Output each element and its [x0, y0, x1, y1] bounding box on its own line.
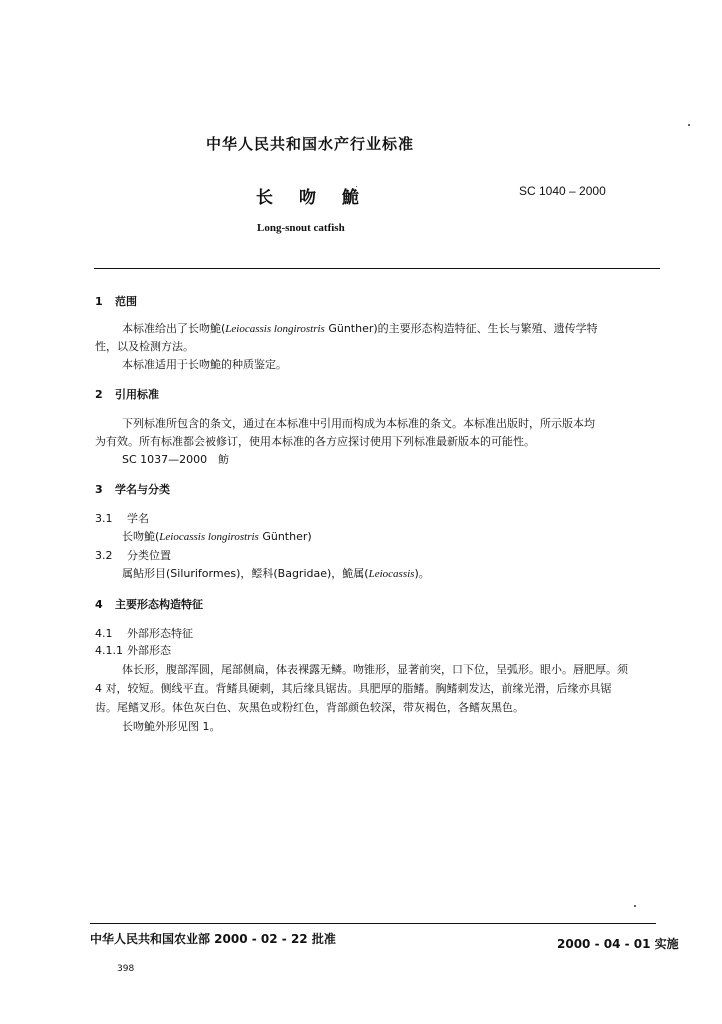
approval-date: 中华人民共和国农业部 2000 - 02 - 22 批准 — [90, 932, 336, 946]
section-4-1-heading: 4.1 外部形态特征 — [95, 627, 193, 640]
header-divider — [94, 268, 660, 269]
page-number: 398 — [117, 964, 135, 974]
title-char-1: 长 — [256, 188, 273, 208]
section-4-text-line-4: 长吻鮠外形见图 1。 — [122, 720, 221, 733]
section-4-text-line-1: 体长形，腹部浑圆，尾部侧扁，体表裸露无鳞。吻锥形，显著前突，口下位，呈弧形。眼小。唇肥厚。须 — [122, 663, 628, 676]
section-2-heading: 2 引用标准 — [95, 388, 159, 401]
english-title: Long-snout catfish — [257, 222, 345, 234]
latin-name: Leiocassis — [368, 568, 415, 580]
standard-code: SC 1040 – 2000 — [519, 184, 606, 198]
section-3-2-heading: 3.2 分类位置 — [95, 549, 171, 562]
footer-divider — [90, 923, 656, 924]
section-1-paragraph-2: 本标准适用于长吻鮠的种质鉴定。 — [122, 358, 287, 371]
standard-org-title: 中华人民共和国水产行业标准 — [205, 135, 414, 153]
section-4-text-line-2: 4 对，较短。侧线平直。背鳍具硬刺，其后缘具锯齿。具肥厚的脂鳍。胸鳍刺发达，前缘光滑，后缘亦具锯 — [95, 682, 612, 695]
scan-speck — [688, 124, 690, 126]
section-1-paragraph-1: 本标准给出了长吻鮠(Leiocassis longirostris Günther)的主要形态构造特征、生长与繁殖、遗传学特 — [122, 322, 598, 335]
section-2-paragraph-1-cont: 为有效。所有标准都会被修订，使用本标准的各方应探讨使用下列标准最新版本的可能性。 — [95, 435, 535, 448]
section-3-heading: 3 学名与分类 — [95, 483, 170, 496]
scan-speck — [634, 905, 636, 907]
section-3-1-heading: 3.1 学名 — [95, 512, 149, 525]
title-char-2: 吻 — [299, 188, 316, 208]
latin-name: Leiocassis longirostris — [159, 531, 259, 543]
implementation-date: 2000 - 04 - 01 实施 — [557, 937, 679, 951]
document-title — [256, 183, 385, 208]
scan-speck — [356, 186, 357, 187]
section-2-reference: SC 1037—2000 鲂 — [122, 453, 230, 466]
section-1-heading: 1 范围 — [95, 295, 137, 308]
section-2-paragraph-1: 下列标准所包含的条文，通过在本标准中引用而构成为本标准的条文。本标准出版时，所示版本均 — [122, 417, 595, 430]
latin-name: Leiocassis longirostris — [225, 323, 325, 335]
section-3-1-text: 长吻鮠(Leiocassis longirostris Günther) — [122, 530, 312, 543]
section-4-1-1-heading: 4.1.1 外部形态 — [95, 644, 171, 657]
section-3-2-text: 属鲇形目(Siluriformes)，鲿科(Bagridae)，鮠属(Leiocassis)。 — [122, 567, 430, 580]
title-char-3: 鮠 — [342, 188, 359, 208]
section-4-heading: 4 主要形态构造特征 — [95, 598, 203, 611]
section-1-paragraph-1-cont: 性，以及检测方法。 — [95, 340, 194, 353]
section-4-text-line-3: 齿。尾鳍叉形。体色灰白色、灰黑色或粉红色，背部颜色较深，带灰褐色，各鳍灰黑色。 — [95, 701, 524, 714]
